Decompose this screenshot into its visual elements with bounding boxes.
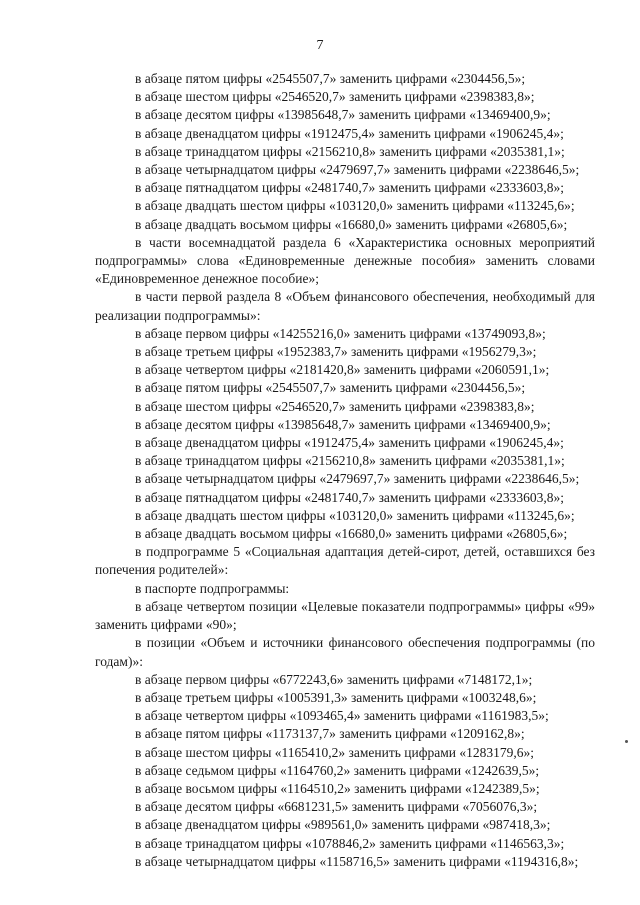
document-line: в абзаце двенадцатом цифры «1912475,4» заменить цифрами «1906245,4»; — [135, 125, 564, 141]
document-line: в абзаце четвертом цифры «1093465,4» заменить цифрами «1161983,5»; — [135, 708, 549, 724]
document-line: в абзаце пятнадцатом цифры «2481740,7» заменить цифрами «2333603,8»; — [135, 489, 565, 505]
document-line: в абзаце пятом цифры «2545507,7» заменить цифрами «2304456,5»; — [135, 380, 526, 396]
document-line: в абзаце десятом цифры «13985648,7» заменить цифрами «13469400,9»; — [135, 107, 551, 123]
document-line: в абзаце седьмом цифры «1164760,2» заменить цифрами «1242639,5»; — [135, 762, 540, 778]
document-paragraph: в абзаце четвертом позиции «Целевые показатели подпрограммы» цифры «99» заменить цифрами «90»; — [95, 598, 595, 633]
document-line: в абзаце пятом цифры «2545507,7» заменить цифрами «2304456,5»; — [135, 71, 526, 86]
document-line: в абзаце десятом цифры «6681231,5» заменить цифрами «7056076,3»; — [135, 799, 538, 815]
document-paragraph: в части первой раздела 8 «Объем финансового обеспечения, необходимый для реализации подпрограммы»: — [95, 289, 595, 323]
document-line: в абзаце тринадцатом цифры «2156210,8» заменить цифрами «2035381,1»; — [135, 453, 565, 469]
document-line: в абзаце двадцать восьмом цифры «16680,0» заменить цифрами «26805,6»; — [135, 526, 568, 542]
document-line: в абзаце четырнадцатом цифры «1158716,5» заменить цифрами «1194316,8»; — [135, 853, 579, 869]
document-line: в абзаце тринадцатом цифры «1078846,2» заменить цифрами «1146563,3»; — [135, 835, 565, 851]
document-line: в абзаце четырнадцатом цифры «2479697,7» заменить цифрами «2238646,5»; — [135, 471, 580, 487]
document-line: в абзаце двадцать шестом цифры «103120,0» заменить цифрами «113245,6»; — [135, 507, 575, 523]
scan-speck — [625, 740, 628, 743]
document-line: в абзаце шестом цифры «2546520,7» заменить цифрами «2398383,8»; — [135, 89, 535, 105]
document-paragraph: в подпрограмме 5 «Социальная адаптация детей-сирот, детей, оставшихся без попечения родителей»: — [95, 544, 595, 578]
document-line: в абзаце двадцать восьмом цифры «16680,0» заменить цифрами «26805,6»; — [135, 216, 568, 232]
document-paragraph: в части восемнадцатой раздела 6 «Характеристика основных мероприятий подпрограммы» слова «Единовременные денежные пособия» заменить словами «Единовременное денежное пособие»; — [95, 234, 595, 287]
document-line: в абзаце двадцать шестом цифры «103120,0» заменить цифрами «113245,6»; — [135, 198, 575, 214]
document-line: в абзаце четвертом цифры «2181420,8» заменить цифрами «2060591,1»; — [135, 362, 550, 378]
document-line: в паспорте подпрограммы: — [135, 580, 290, 596]
document-line: в абзаце первом цифры «6772243,6» заменить цифрами «7148172,1»; — [135, 671, 533, 687]
document-line: в абзаце двенадцатом цифры «1912475,4» заменить цифрами «1906245,4»; — [135, 435, 564, 451]
page-number: 7 — [316, 38, 324, 53]
document-line: в абзаце первом цифры «14255216,0» заменить цифрами «13749093,8»; — [135, 325, 546, 341]
document-line: в абзаце третьем цифры «1005391,3» заменить цифрами «1003248,6»; — [135, 689, 537, 705]
document-line: в абзаце шестом цифры «1165410,2» заменить цифрами «1283179,6»; — [135, 744, 534, 760]
document-line: в абзаце десятом цифры «13985648,7» заменить цифрами «13469400,9»; — [135, 416, 551, 432]
document-line: в абзаце двенадцатом цифры «989561,0» заменить цифрами «987418,3»; — [135, 817, 551, 833]
document-body — [95, 70, 595, 871]
document-line: в абзаце восьмом цифры «1164510,2» заменить цифрами «1242389,5»; — [135, 780, 540, 796]
document-line: в абзаце шестом цифры «2546520,7» заменить цифрами «2398383,8»; — [135, 398, 535, 414]
document-paragraph: в позиции «Объем и источники финансового обеспечения подпрограммы (по годам)»: — [95, 635, 595, 669]
document-line: в абзаце пятнадцатом цифры «2481740,7» заменить цифрами «2333603,8»; — [135, 180, 565, 196]
document-line: в абзаце четырнадцатом цифры «2479697,7» заменить цифрами «2238646,5»; — [135, 162, 580, 178]
document-line: в абзаце тринадцатом цифры «2156210,8» заменить цифрами «2035381,1»; — [135, 143, 565, 159]
document-line: в абзаце третьем цифры «1952383,7» заменить цифрами «1956279,3»; — [135, 344, 537, 360]
document-line: в абзаце пятом цифры «1173137,7» заменить цифрами «1209162,8»; — [135, 726, 525, 742]
